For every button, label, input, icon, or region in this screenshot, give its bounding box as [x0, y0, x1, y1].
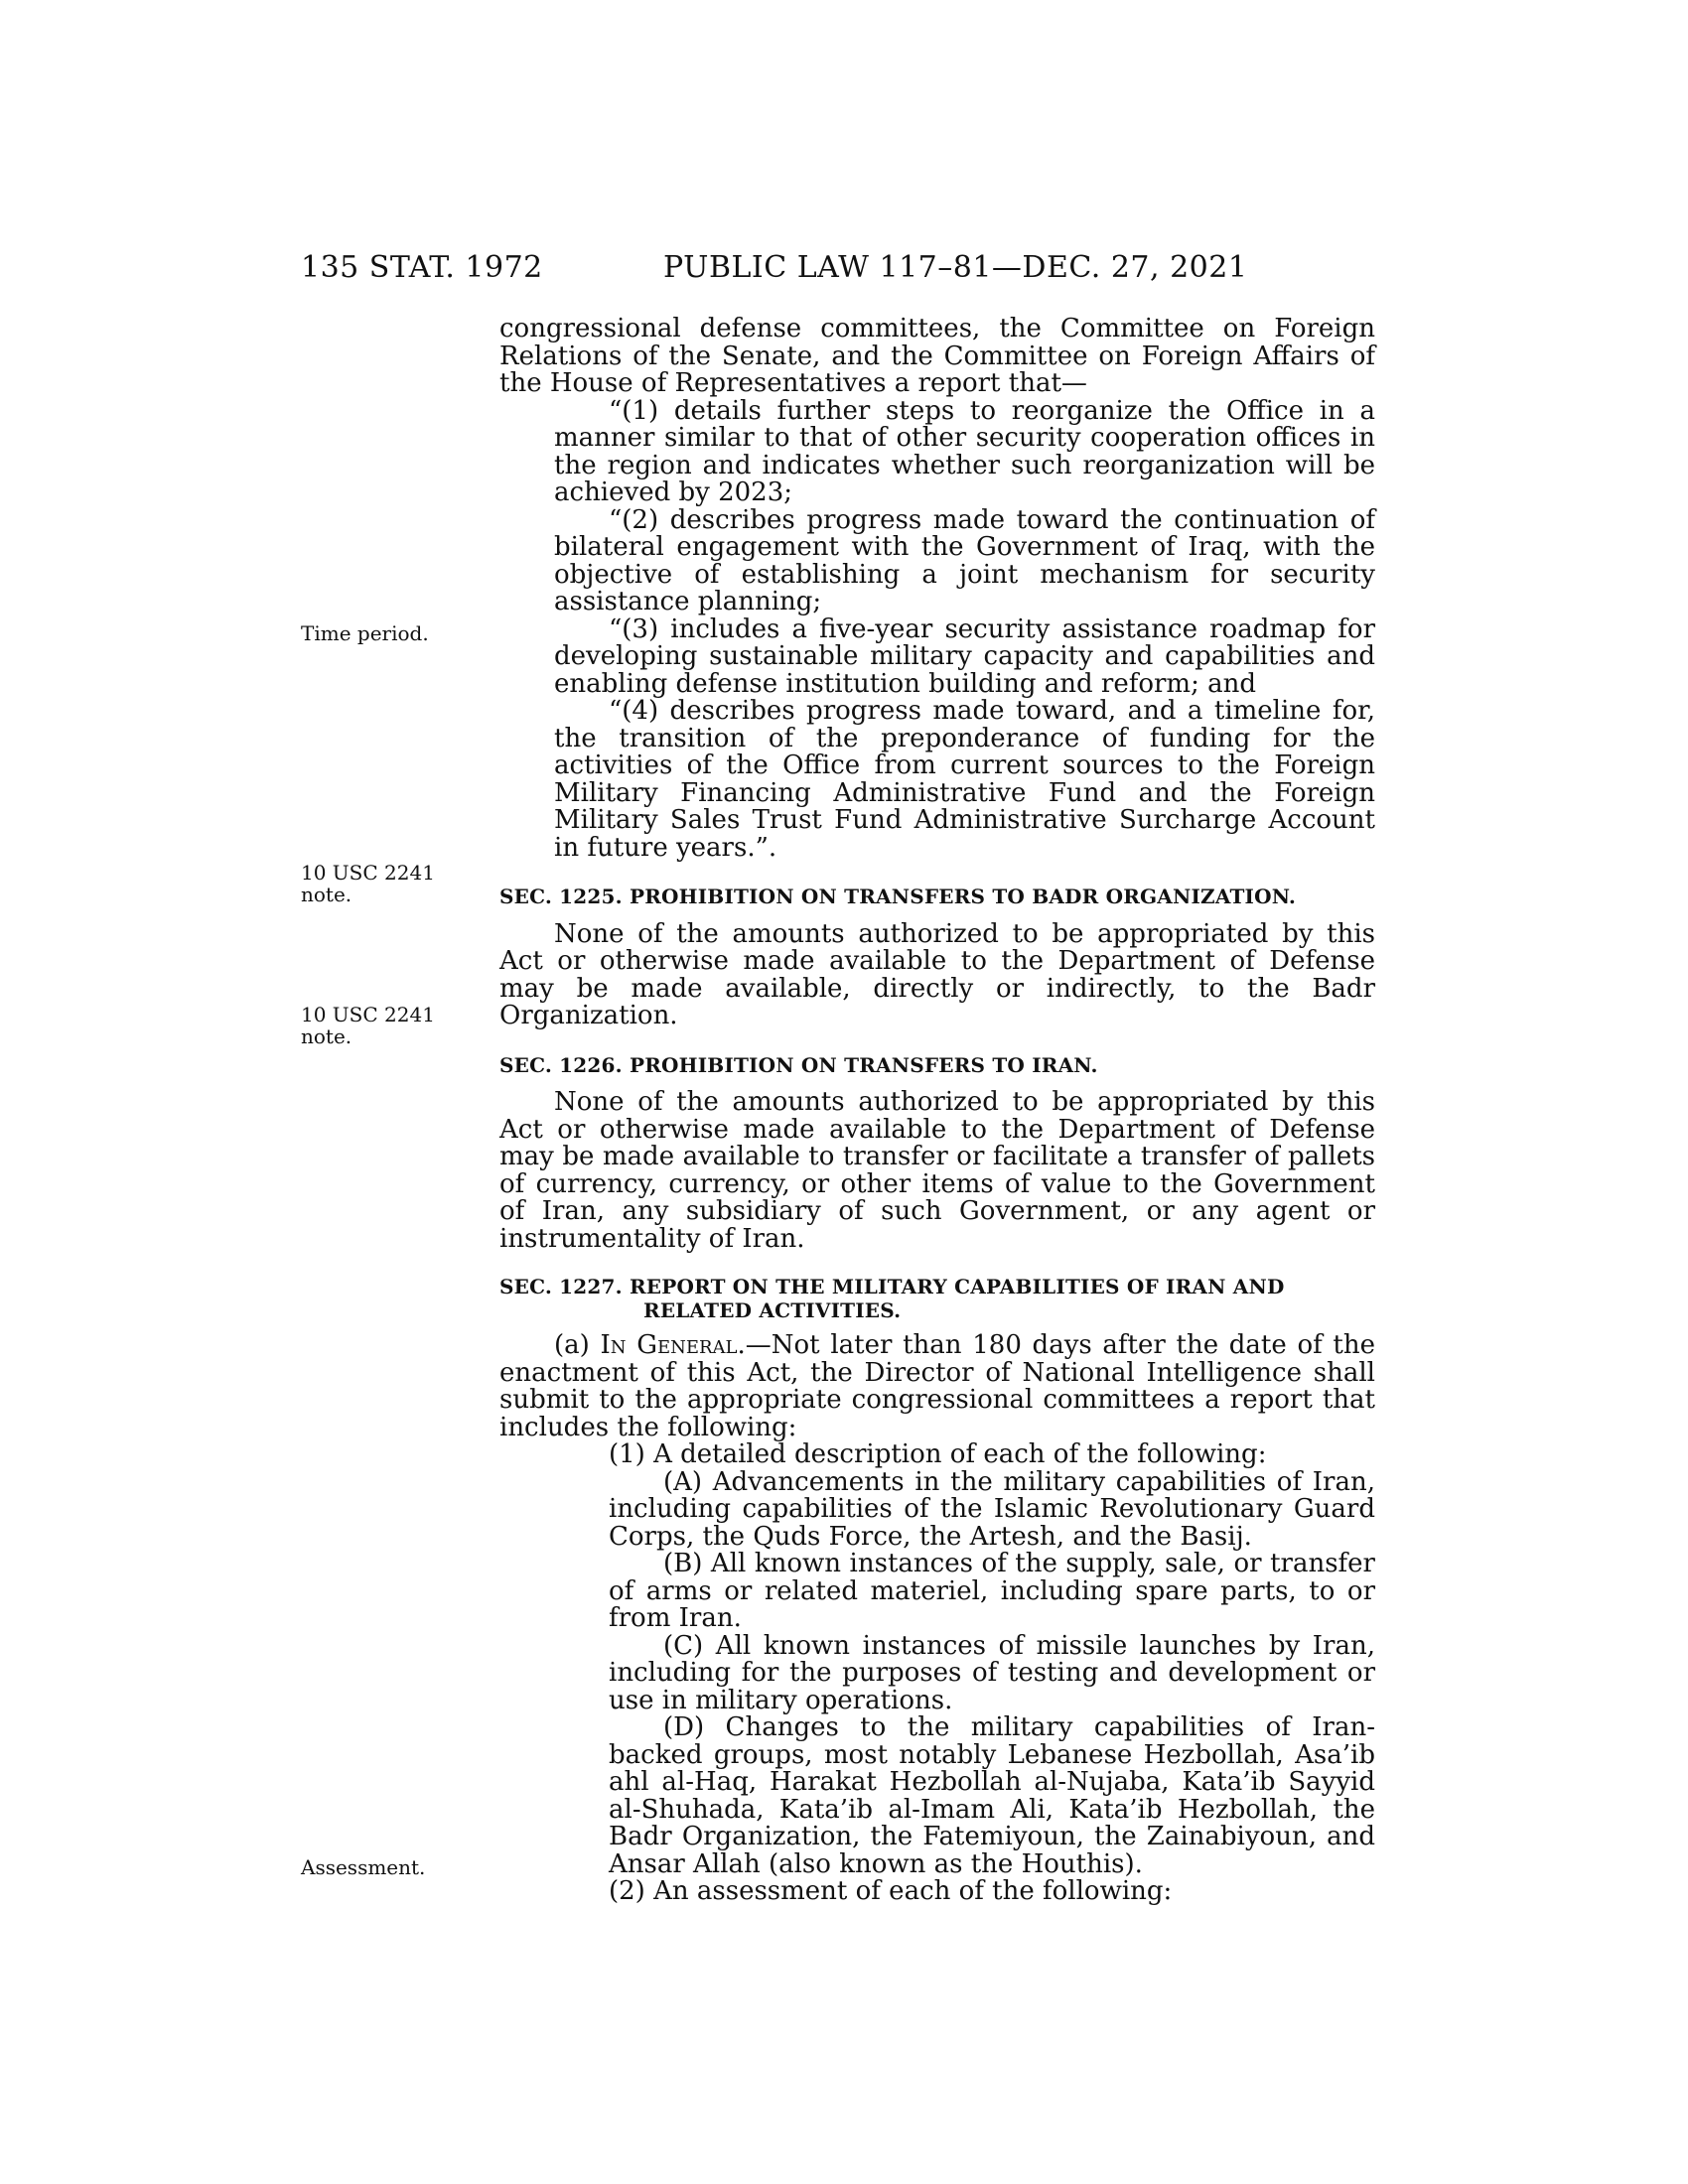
margin-note-usc-1226: 10 USC 2241 note. [301, 1003, 435, 1048]
margin-note-usc-1225: 10 USC 2241 note. [301, 861, 435, 906]
quoted-item-2: “(2) describes progress made toward the continuation of bilateral engagement with the Government of Iraq, with the objective of establishing a joint mechanism for security assistance planning; [554, 504, 1375, 616]
section-1225-heading: SEC. 1225. PROHIBITION ON TRANSFERS TO BADR ORGANIZATION. [499, 885, 1297, 908]
section-1225-text: None of the amounts authorized to be appropriated by this Act or otherwise made available to the Department of Defense may be made available, directly or indirectly, to the Badr Organization. [499, 918, 1375, 1030]
subparagraph-b: (B) All known instances of the supply, sale, or transfer of arms or related materiel, including spare parts, to or from Iran. [609, 1549, 1375, 1633]
page-reference: 135 STAT. 1972 [301, 250, 543, 285]
subparagraph-a: (A) Advancements in the military capabilities of Iran, including capabilities of the Islamic Revolutionary Guard Corps, the Quds Force, the Artesh, and the Basij. [609, 1466, 1375, 1552]
section-1227-heading: SEC. 1227. REPORT ON THE MILITARY CAPABILITIES OF IRAN AND RELATED ACTIVITIES. [499, 1275, 1285, 1322]
intro-paragraph: congressional defense committees, the Committee on Foreign Relations of the Senate, and the Committee on Foreign Affairs of the House of Representatives a report that— [499, 314, 1375, 398]
section-1226-heading: SEC. 1226. PROHIBITION ON TRANSFERS TO IRAN. [499, 1052, 1098, 1077]
margin-note-assessment: Assessment. [301, 1855, 426, 1879]
subparagraph-d: (D) Changes to the military capabilities of Iran-backed groups, most notably Lebanese Hezbollah, Asa’ib ahl al-Haq, Harakat Hezbollah al-Nujaba, Kata’ib Sayyid al-Shuhada, Kata’ib al-Imam Ali, Kata’ib Hezbollah, the Badr Organization, the Fatemiyoun, the Zainabiyoun, and Ansar Allah (also known as the Houthis). [609, 1712, 1375, 1879]
quoted-item-4: “(4) describes progress made toward, and a timeline for, the transition of the preponderance of funding for the activities of the Office from current sources to the Foreign Military Financing Administrative Fund and the Foreign Military Sales Trust Fund Administrative Surcharge Account in future years.”. [554, 696, 1375, 863]
quoted-item-1: “(1) details further steps to reorganize the Office in a manner similar to that of other security cooperation offices in the region and indicates whether such reorganization will be achieved by 2023; [554, 395, 1375, 507]
law-title: PUBLIC LAW 117–81—DEC. 27, 2021 [663, 250, 1248, 285]
paragraph-1: (1) A detailed description of each of the following: [609, 1439, 1267, 1469]
margin-note-time-period: Time period. [301, 621, 429, 645]
document-body [499, 316, 1375, 1906]
section-1226-text: None of the amounts authorized to be appropriated by this Act or otherwise made available to the Department of Defense may be made available to transfer or facilitate a transfer of pallets of currency, currency, or other items of value to the Government of Iran, any subsidiary of such Government, or any agent or instrumentality of Iran. [499, 1087, 1375, 1254]
page-header [301, 250, 1373, 290]
subsection-caption: In General [600, 1330, 738, 1360]
subparagraph-c: (C) All known instances of missile launches by Iran, including for the purposes of testing and development or use in military operations. [609, 1630, 1375, 1715]
paragraph-2: (2) An assessment of each of the following: [609, 1876, 1173, 1906]
quoted-item-3: “(3) includes a five-year security assistance roadmap for developing sustainable military capacity and capabilities and enabling defense institution building and reform; and [554, 614, 1375, 699]
section-1227-subsection-a: (a) In General.—Not later than 180 days after the date of the enactment of this Act, the Director of National Intelligence shall submit to the appropriate congressional committees a report that includes the following: [499, 1330, 1375, 1442]
